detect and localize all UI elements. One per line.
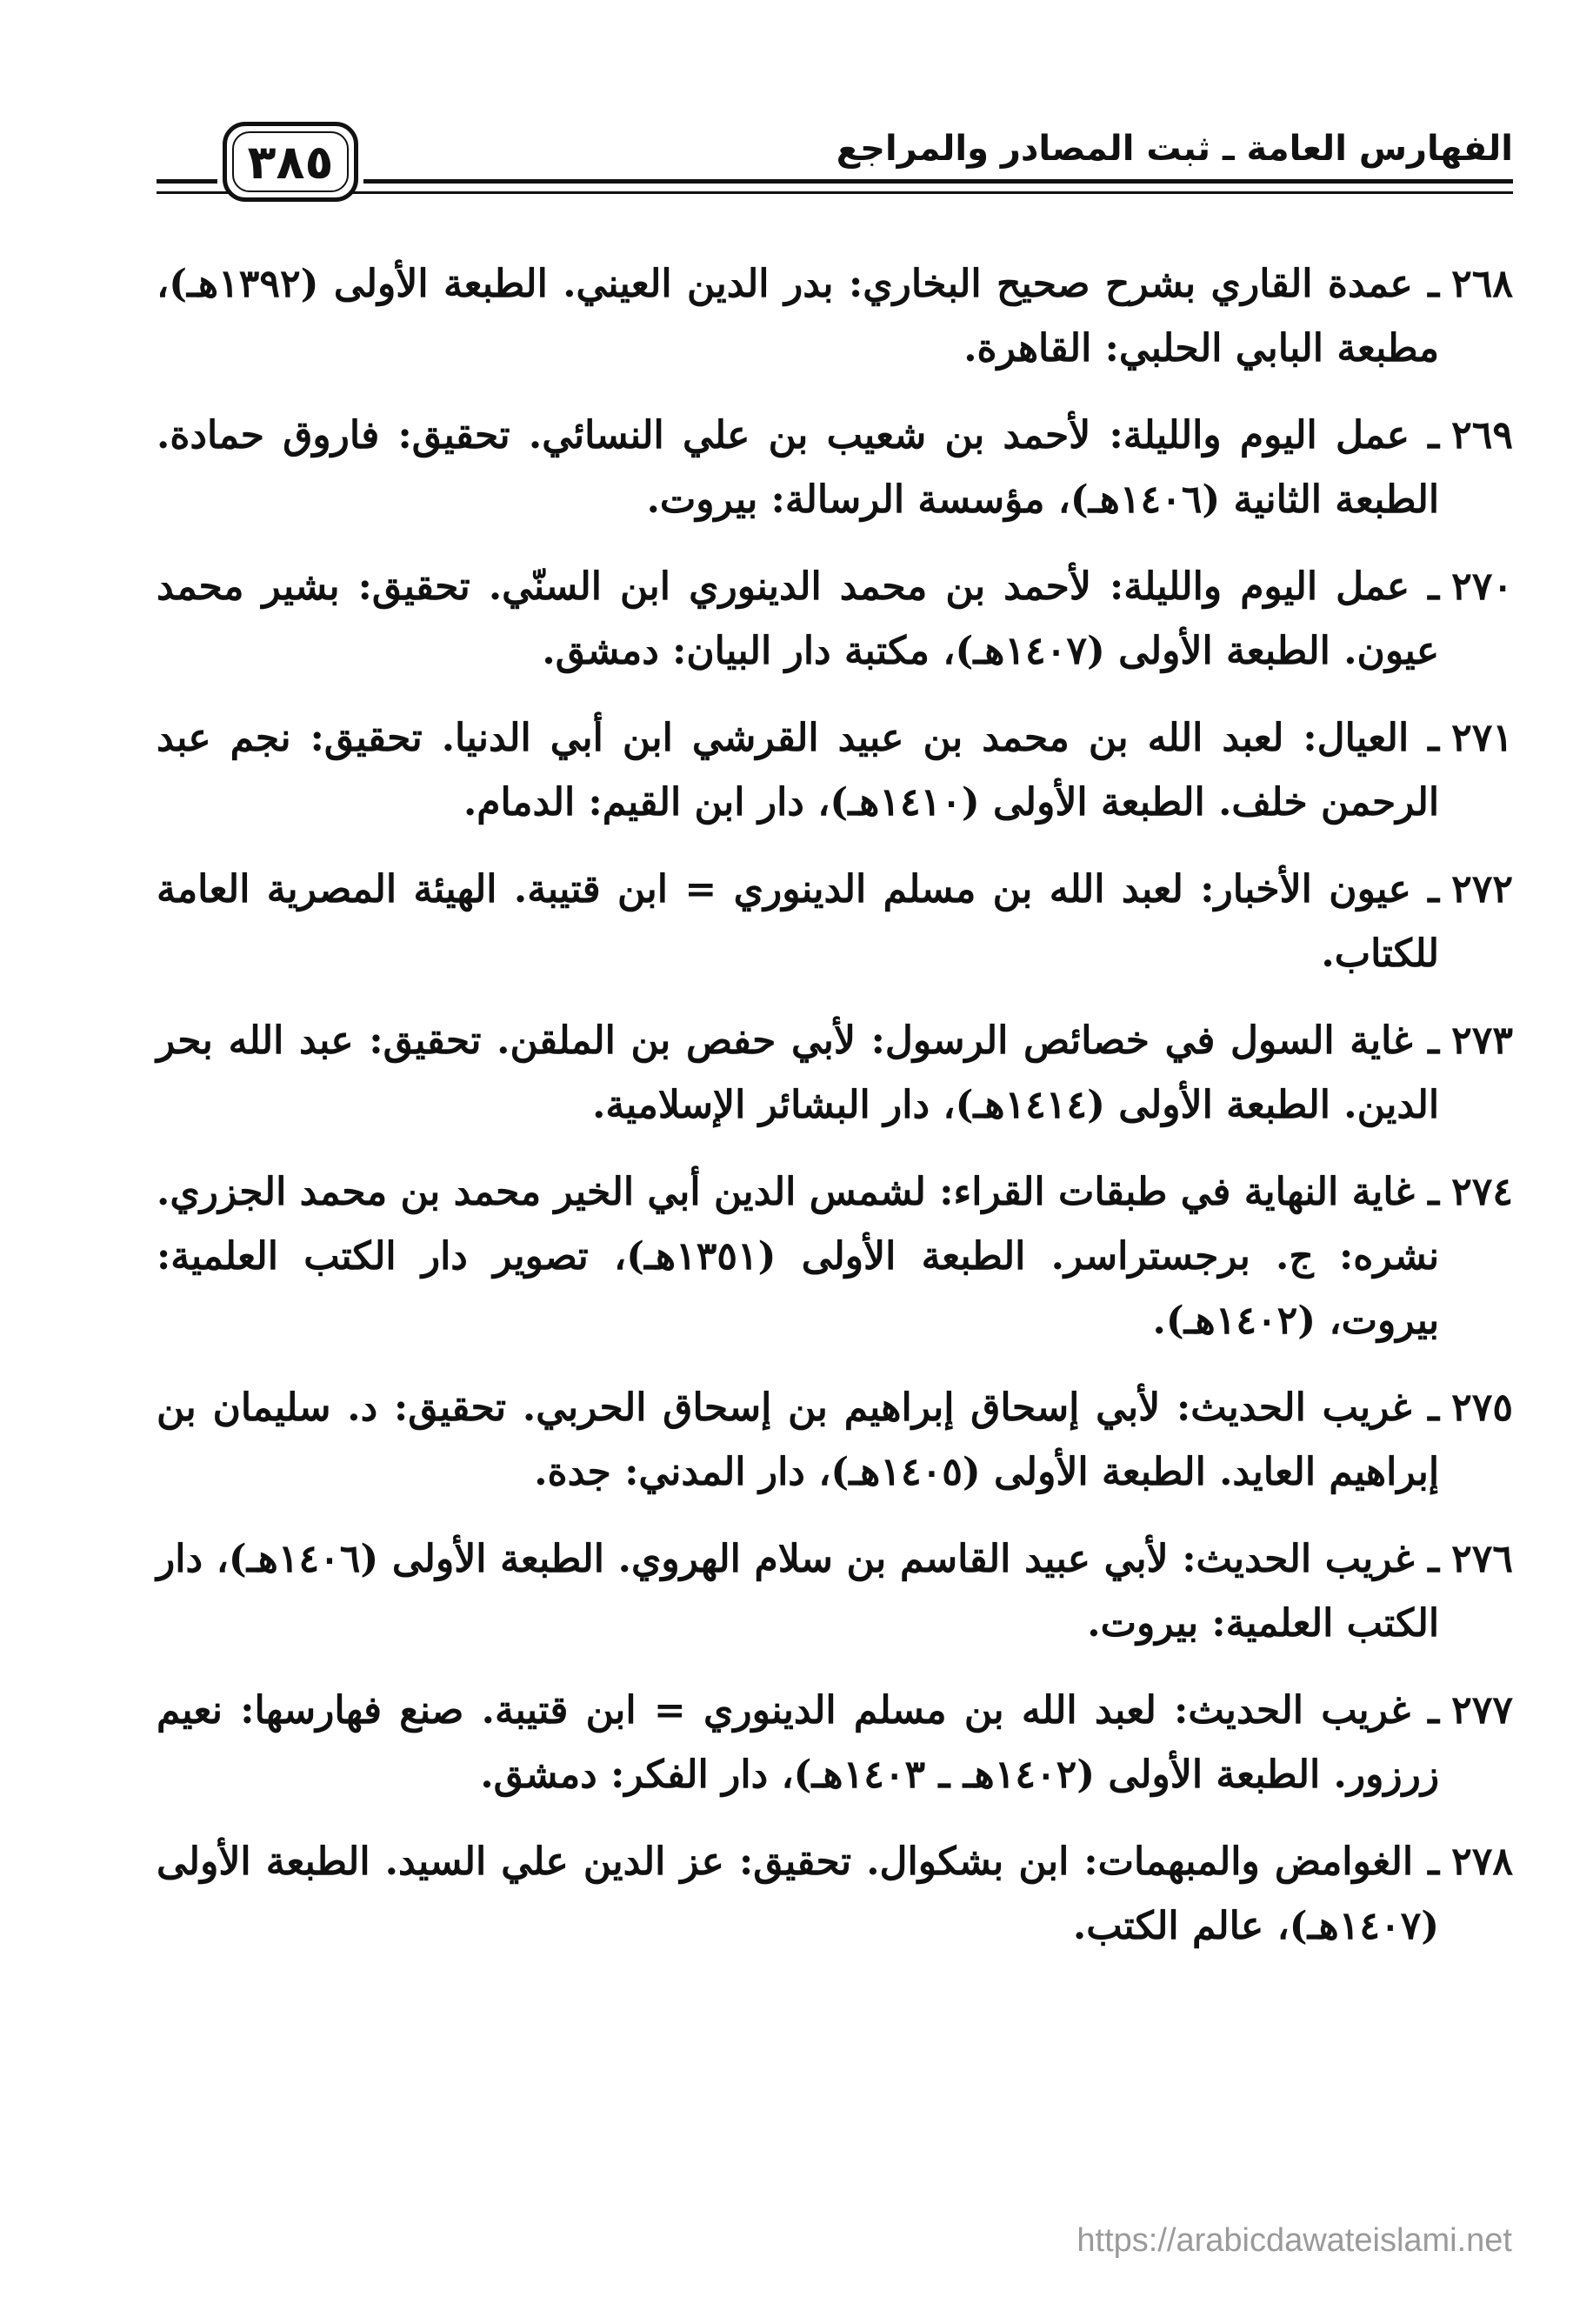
page-number: ٣٨٥	[247, 134, 334, 190]
bibliography-list	[157, 252, 1513, 1981]
header-rule-thick	[363, 179, 1513, 184]
bibliography-entry	[157, 1376, 1513, 1505]
entry-text: ـ غاية النهاية في طبقات القراء: لشمس الدين أبي الخير محمد بن محمد الجزري. نشره: ج. برجستراسر. الطبعة الأولى (١٣٥١هـ)، تصوير دار الكتب العلمية: بيروت، (١٤٠٢هـ).	[157, 1170, 1440, 1343]
entry-text: ـ عمل اليوم والليلة: لأحمد بن شعيب بن علي النسائي. تحقيق: فاروق حمادة. الطبعة الثانية (١٤٠٦هـ)، مؤسسة الرسالة: بيروت.	[157, 413, 1440, 522]
entry-number: ٢٧٨	[1451, 1840, 1513, 1884]
entry-number: ٢٧١	[1451, 716, 1513, 760]
entry-number: ٢٧٥	[1451, 1386, 1513, 1430]
entry-text: ـ الغوامض والمبهمات: ابن بشكوال. تحقيق: عز الدين علي السيد. الطبعة الأولى (١٤٠٧هـ)، عالم الكتب.	[157, 1840, 1440, 1948]
entry-number: ٢٧٢	[1451, 867, 1513, 912]
header-rule-thin	[157, 191, 1513, 194]
entry-text: ـ عيون الأخبار: لعبد الله بن مسلم الدينوري = ابن قتيبة. الهيئة المصرية العامة للكتاب.	[157, 867, 1440, 976]
bibliography-entry	[157, 1527, 1513, 1656]
entry-text: ـ غريب الحديث: لأبي إسحاق إبراهيم بن إسحاق الحربي. تحقيق: د. سليمان بن إبراهيم العايد. الطبعة الأولى (١٤٠٥هـ)، دار المدني: جدة.	[157, 1386, 1440, 1494]
entry-number: ٢٧٧	[1451, 1688, 1513, 1733]
entry-text: ـ غريب الحديث: لعبد الله بن مسلم الدينوري = ابن قتيبة. صنع فهارسها: نعيم زرزور. الطبعة الأولى (١٤٠٢هـ ـ ١٤٠٣هـ)، دار الفكر: دمشق.	[157, 1688, 1440, 1797]
entry-number: ٢٧٣	[1451, 1018, 1513, 1063]
bibliography-entry	[157, 706, 1513, 835]
page-number-frame	[223, 122, 358, 202]
bibliography-entry	[157, 1009, 1513, 1138]
header-rule-left	[157, 179, 217, 184]
entry-number: ٢٧٤	[1451, 1170, 1513, 1214]
entry-text: ـ غاية السول في خصائص الرسول: لأبي حفص بن الملقن. تحقيق: عبد الله بحر الدين. الطبعة الأولى (١٤١٤هـ)، دار البشائر الإسلامية.	[157, 1018, 1440, 1127]
bibliography-entry	[157, 252, 1513, 381]
entry-number: ٢٦٩	[1451, 413, 1513, 457]
page-header	[157, 122, 1513, 226]
bibliography-entry	[157, 858, 1513, 986]
bibliography-entry	[157, 1830, 1513, 1959]
entry-number: ٢٦٨	[1451, 262, 1513, 306]
watermark-url: https://arabicdawateislami.net	[1076, 2222, 1512, 2259]
bibliography-entry	[157, 404, 1513, 532]
bibliography-entry	[157, 1160, 1513, 1353]
entry-text: ـ عمدة القاري بشرح صحيح البخاري: بدر الدين العيني. الطبعة الأولى (١٣٩٢هـ)، مطبعة البابي الحلبي: القاهرة.	[157, 262, 1440, 371]
entry-text: ـ عمل اليوم والليلة: لأحمد بن محمد الدينوري ابن السنّي. تحقيق: بشير محمد عيون. الطبعة الأولى (١٤٠٧هـ)، مكتبة دار البيان: دمشق.	[157, 564, 1440, 673]
running-title: الفهارس العامة ـ ثبت المصادر والمراجع	[836, 129, 1513, 169]
entry-number: ٢٧٦	[1451, 1537, 1513, 1581]
entry-text: ـ غريب الحديث: لأبي عبيد القاسم بن سلام الهروي. الطبعة الأولى (١٤٠٦هـ)، دار الكتب العلمية: بيروت.	[157, 1537, 1440, 1646]
bibliography-entry	[157, 1679, 1513, 1807]
bibliography-entry	[157, 555, 1513, 684]
entry-text: ـ العيال: لعبد الله بن محمد بن عبيد القرشي ابن أبي الدنيا. تحقيق: نجم عبد الرحمن خلف. الطبعة الأولى (١٤١٠هـ)، دار ابن القيم: الدمام.	[157, 716, 1440, 825]
entry-number: ٢٧٠	[1451, 564, 1513, 609]
